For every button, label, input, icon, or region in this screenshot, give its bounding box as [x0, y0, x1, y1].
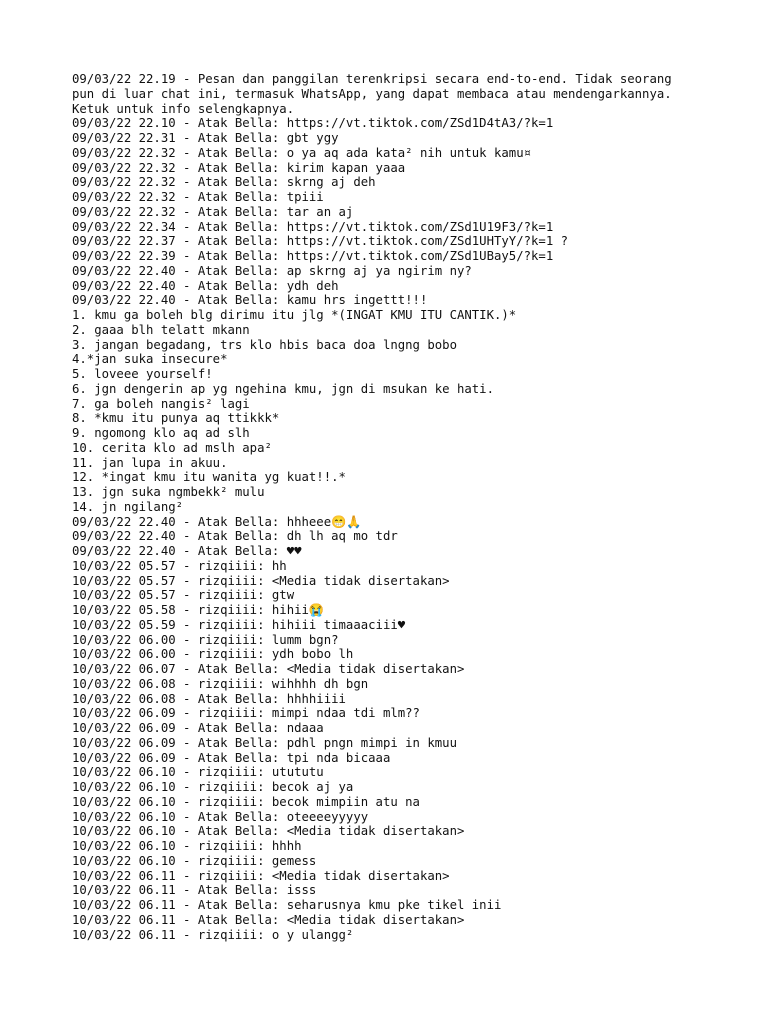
chat-line: 10/03/22 06.09 - Atak Bella: ndaaa [72, 721, 324, 735]
chat-line: 10/03/22 06.11 - Atak Bella: isss [72, 883, 317, 898]
chat-line: 09/03/22 22.39 - Atak Bella: https://vt.tiktok.com/ZSd1UBay5/?k=1 [72, 249, 554, 263]
chat-line: 09/03/22 22.40 - Atak Bella: ♥♥ [72, 544, 302, 558]
chat-line: 10/03/22 06.08 - Atak Bella: hhhhiiii [72, 691, 346, 706]
chat-line: 4.*jan suka insecure* [72, 352, 228, 367]
chat-line: 09/03/22 22.32 - Atak Bella: kirim kapan yaaa [72, 160, 406, 175]
chat-line: 10. cerita klo ad mslh apa² [72, 440, 272, 455]
chat-line: 09/03/22 22.32 - Atak Bella: tpiii [72, 190, 324, 204]
chat-export-text [72, 72, 712, 942]
chat-line: 09/03/22 22.19 - Pesan dan panggilan terenkripsi secara end-to-end. Tidak seorang [72, 72, 672, 86]
chat-line: 10/03/22 06.10 - Atak Bella: oteeeeyyyyy [72, 809, 369, 824]
chat-line: 10/03/22 06.08 - rizqiiii: wihhhh dh bgn [72, 676, 369, 691]
chat-line: 10/03/22 05.57 - rizqiiii: <Media tidak disertakan> [72, 573, 450, 588]
chat-line: 6. jgn dengerin ap yg ngehina kmu, jgn di msukan ke hati. [72, 381, 494, 396]
chat-line: 2. gaaa blh telatt mkann [72, 322, 250, 337]
chat-line: 09/03/22 22.40 - Atak Bella: dh lh aq mo tdr [72, 529, 398, 544]
chat-line: 10/03/22 06.11 - rizqiiii: o y ulangg² [72, 927, 354, 942]
chat-line: 09/03/22 22.32 - Atak Bella: tar an aj [72, 204, 354, 219]
chat-line: 09/03/22 22.32 - Atak Bella: o ya aq ada kata² nih untuk kamu¤ [72, 145, 532, 160]
chat-line: 14. jn ngilang² [72, 499, 184, 514]
chat-line: 10/03/22 05.58 - rizqiiii: hihii😭 [72, 603, 325, 617]
chat-line: 09/03/22 22.40 - Atak Bella: ydh deh [72, 278, 339, 293]
chat-line: 10/03/22 06.07 - Atak Bella: <Media tidak disertakan> [72, 662, 465, 676]
chat-line: 10/03/22 06.10 - Atak Bella: <Media tidak disertakan> [72, 824, 465, 839]
chat-line: Ketuk untuk info selengkapnya. [72, 101, 295, 116]
chat-line: 09/03/22 22.31 - Atak Bella: gbt ygy [72, 131, 339, 145]
chat-line: 10/03/22 06.10 - rizqiiii: hhhh [72, 839, 302, 853]
chat-line: 10/03/22 06.00 - rizqiiii: lumm bgn? [72, 632, 339, 647]
chat-line: 09/03/22 22.40 - Atak Bella: hhheee😁🙏 [72, 514, 362, 529]
chat-line: 1. kmu ga boleh blg dirimu itu jlg *(INGAT KMU ITU CANTIK.)* [72, 308, 517, 322]
chat-line: 13. jgn suka ngmbekk² mulu [72, 485, 265, 499]
chat-line: 12. *ingat kmu itu wanita yg kuat!!.* [72, 470, 346, 485]
chat-line: 11. jan lupa in akuu. [72, 455, 228, 470]
chat-line: 10/03/22 06.10 - rizqiiii: utututu [72, 765, 324, 780]
chat-line: pun di luar chat ini, termasuk WhatsApp, yang dapat membaca atau mendengarkannya. [72, 86, 672, 101]
chat-line: 3. jangan begadang, trs klo hbis baca doa lngng bobo [72, 337, 457, 352]
chat-line: 10/03/22 06.09 - Atak Bella: tpi nda bicaaa [72, 750, 391, 765]
chat-line: 10/03/22 06.09 - Atak Bella: pdhl pngn mimpi in kmuu [72, 735, 457, 750]
chat-line: 10/03/22 06.11 - Atak Bella: seharusnya kmu pke tikel inii [72, 898, 502, 912]
chat-line: 09/03/22 22.32 - Atak Bella: skrng aj deh [72, 175, 376, 190]
chat-line: 10/03/22 05.57 - rizqiiii: gtw [72, 588, 295, 603]
chat-line: 10/03/22 06.10 - rizqiiii: becok aj ya [72, 780, 354, 794]
chat-line: 09/03/22 22.40 - Atak Bella: ap skrng aj ya ngirim ny? [72, 263, 472, 278]
chat-line: 10/03/22 06.00 - rizqiiii: ydh bobo lh [72, 647, 354, 662]
chat-line: 8. *kmu itu punya aq ttikkk* [72, 411, 280, 426]
chat-line: 9. ngomong klo aq ad slh [72, 426, 250, 440]
chat-line: 10/03/22 05.59 - rizqiiii: hihiii timaaaciii♥ [72, 617, 406, 632]
chat-line: 10/03/22 06.09 - rizqiiii: mimpi ndaa tdi mlm?? [72, 706, 420, 721]
chat-line: 10/03/22 06.10 - rizqiiii: becok mimpiin atu na [72, 794, 420, 809]
chat-line: 09/03/22 22.10 - Atak Bella: https://vt.tiktok.com/ZSd1D4tA3/?k=1 [72, 116, 554, 131]
chat-line: 5. loveee yourself! [72, 367, 213, 381]
chat-line: 10/03/22 05.57 - rizqiiii: hh [72, 558, 287, 573]
chat-line: 09/03/22 22.40 - Atak Bella: kamu hrs ingettt!!! [72, 293, 428, 308]
chat-line: 10/03/22 06.11 - Atak Bella: <Media tidak disertakan> [72, 912, 465, 927]
chat-line: 09/03/22 22.34 - Atak Bella: https://vt.tiktok.com/ZSd1U19F3/?k=1 [72, 219, 554, 234]
chat-line: 7. ga boleh nangis² lagi [72, 396, 250, 411]
chat-line: 09/03/22 22.37 - Atak Bella: https://vt.tiktok.com/ZSd1UHTyY/?k=1 ? [72, 234, 569, 249]
chat-line: 10/03/22 06.11 - rizqiiii: <Media tidak disertakan> [72, 868, 450, 883]
chat-line: 10/03/22 06.10 - rizqiiii: gemess [72, 853, 317, 868]
